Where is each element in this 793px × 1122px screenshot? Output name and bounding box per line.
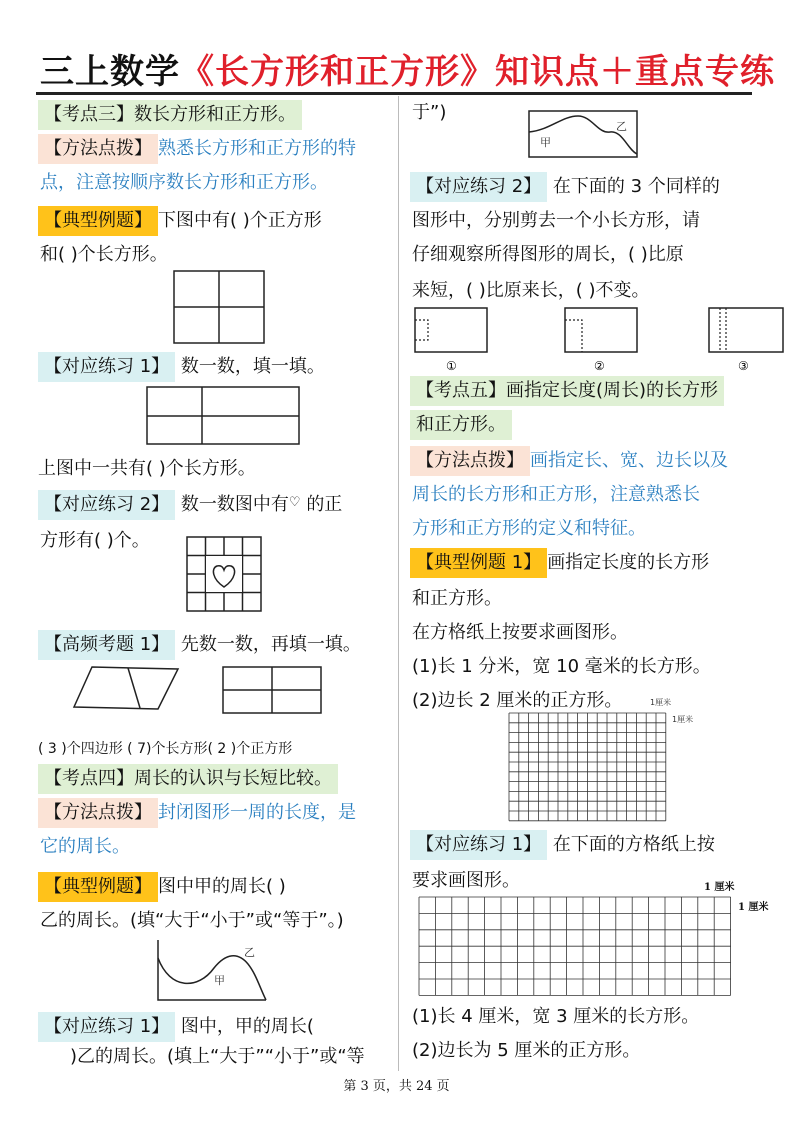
fig-label-1: ① <box>446 359 457 373</box>
fig-label-2: ② <box>594 359 605 373</box>
example-1: 【典型例题】 下图中有( )个正方形 <box>38 206 322 236</box>
heart-icon: ♡ <box>288 495 301 510</box>
r-practice-1-q2: (2)边长为 5 厘米的正方形。 <box>412 1040 641 1061</box>
k4-method-line2: 它的周长。 <box>40 836 130 857</box>
cut-figure-2 <box>564 306 640 374</box>
cut-figure-1 <box>414 306 490 374</box>
r-example-l2: 和正方形。 <box>412 588 502 609</box>
square-grid-figure <box>173 270 265 344</box>
rect-count-figure <box>146 386 300 446</box>
r-practice-2: 【对应练习 2】 在下面的 3 个同样的 <box>410 172 720 202</box>
r-practice-1: 【对应练习 1】 在下面的方格纸上按 <box>410 830 715 860</box>
grid1-label-top: 1厘米 <box>650 698 672 707</box>
title-black: 三上数学 <box>40 52 180 92</box>
page-title <box>40 44 775 93</box>
k3-method-line2: 点，注意按顺序数长方形和正方形。 <box>40 172 328 193</box>
title-rule <box>36 92 752 95</box>
k5-heading-l2: 和正方形。 <box>410 410 512 440</box>
example-2: 【典型例题】 图中甲的周长( ) <box>38 872 286 902</box>
k3-method: 【方法点拨】 熟悉长方形和正方形的特 <box>38 134 356 164</box>
fig-label-yi-right: 乙 <box>616 120 627 133</box>
right-continuation: 于”) <box>412 102 447 123</box>
grid2-label-side: 1 厘米 <box>738 902 769 913</box>
column-divider <box>398 96 399 1071</box>
practice-2-line2: 方形有( )个。 <box>40 530 150 551</box>
example-2-line2: 乙的周长。(填“大于“小于”或“等于”。) <box>40 910 344 931</box>
k5-method-l3: 方形和正方形的定义和特征。 <box>412 518 646 539</box>
page-footer: 第 3 页，共 24 页 <box>343 1079 450 1094</box>
grid1-label-side: 1厘米 <box>672 715 694 724</box>
r-example-1: 【典型例题 1】 画指定长度的长方形 <box>410 548 709 578</box>
perimeter-figure-left <box>156 938 268 1002</box>
heart-grid-figure <box>186 536 262 612</box>
fig-label-jia-right: 甲 <box>540 136 551 149</box>
r-practice-1-q1: (1)长 4 厘米，宽 3 厘米的长方形。 <box>412 1006 700 1027</box>
rect-grid-figure <box>222 666 322 714</box>
perimeter-figure-right <box>528 110 638 158</box>
k4-method: 【方法点拨】 封闭图形一周的长度，是 <box>38 798 356 828</box>
grid-paper-2 <box>418 896 734 998</box>
r-practice-1-l2: 要求画图形。 <box>412 870 520 891</box>
k4-heading: 【考点四】周长的认识与长短比较。 <box>38 764 338 794</box>
practice-1: 【对应练习 1】 数一数，填一填。 <box>38 352 325 382</box>
fig-label-yi: 乙 <box>244 946 255 959</box>
practice-2: 【对应练习 2】 数一数图中有♡ 的正 <box>38 490 342 520</box>
fig-label-jia: 甲 <box>214 974 225 987</box>
r-example-l3: 在方格纸上按要求画图形。 <box>412 622 628 643</box>
fig-label-3: ③ <box>738 359 749 373</box>
r-example-l5: (2)边长 2 厘米的正方形。 <box>412 690 623 711</box>
cut-figure-3 <box>708 306 786 374</box>
example-1-line2: 和( )个长方形。 <box>40 244 168 265</box>
r-example-l4: (1)长 1 分米，宽 10 毫米的长方形。 <box>412 656 711 677</box>
r-practice-2-l4: 来短，( )比原来长，( )不变。 <box>412 280 650 301</box>
practice-3: 【对应练习 1】 图中，甲的周长( <box>38 1012 314 1042</box>
grid-paper-1 <box>508 712 668 830</box>
practice-1-answer: 上图中一共有( )个长方形。 <box>38 458 256 479</box>
k5-method: 【方法点拨】 画指定长、宽、边长以及 <box>410 446 728 476</box>
high-freq-answer: ( 3 )个四边形 ( 7)个长方形( 2 )个正方形 <box>38 741 293 757</box>
title-red: 《长方形和正方形》知识点＋重点专练 <box>180 52 775 92</box>
k3-heading: 【考点三】数长方形和正方形。 <box>38 100 302 130</box>
r-practice-2-l3: 仔细观察所得图形的周长，( )比原 <box>412 244 684 265</box>
practice-3-line2: )乙的周长。(填上“大于”“小于”或“等 <box>70 1046 365 1067</box>
quadrilateral-figure <box>72 664 180 712</box>
r-practice-2-l2: 图形中，分别剪去一个小长方形，请 <box>412 210 700 231</box>
high-freq-1: 【高频考题 1】 先数一数，再填一填。 <box>38 630 361 660</box>
k5-heading: 【考点五】画指定长度(周长)的长方形 <box>410 376 724 406</box>
grid2-label-top: 1 厘米 <box>704 882 735 893</box>
k5-method-l2: 周长的长方形和正方形，注意熟悉长 <box>412 484 700 505</box>
